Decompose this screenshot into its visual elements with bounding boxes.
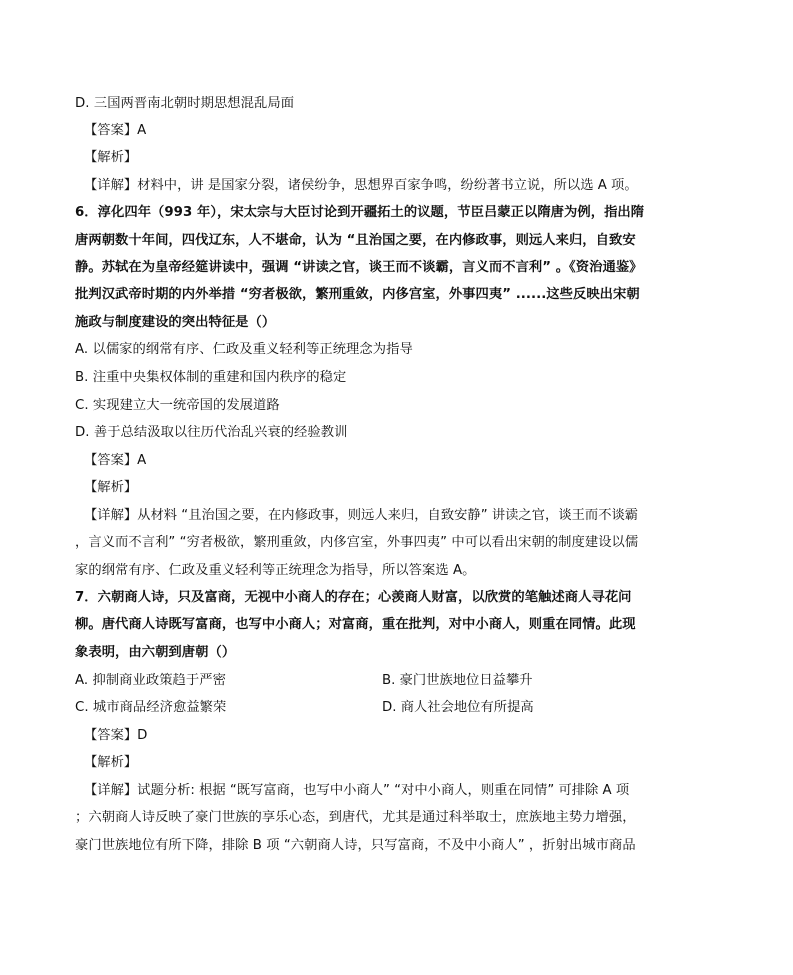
q6-stem-line-4: 批判汉武帝时期的内外举措 “穷者极欲，繁刑重敛，内侈宫室，外事四夷” ......这些反映出宋朝 bbox=[75, 287, 640, 302]
q5-answer: 【答案】A bbox=[84, 123, 147, 138]
q5-detail: 【详解】材料中，讲 是国家分裂，诸侯纷争，思想界百家争鸣，纷纷著书立说，所以选 A 项。 bbox=[84, 178, 638, 193]
q6-stem-line-3: 静。苏轼在为皇帝经筵讲读中，强调 “讲读之官，谈王而不谈霸，言义而不言利” 。《资治通鉴》 bbox=[75, 260, 643, 275]
q7-stem-line-3: 象表明，由六朝到唐朝（） bbox=[75, 645, 236, 660]
q7-analysis-label: 【解析】 bbox=[84, 755, 138, 770]
q5-analysis-label: 【解析】 bbox=[84, 150, 138, 165]
q7-option-d: D. 商人社会地位有所提高 bbox=[382, 700, 534, 715]
q6-option-d: D. 善于总结汲取以往历代治乱兴衰的经验教训 bbox=[75, 425, 348, 440]
q7-answer: 【答案】D bbox=[84, 728, 148, 743]
q6-analysis-label: 【解析】 bbox=[84, 480, 138, 495]
q5-option-d: D. 三国两晋南北朝时期思想混乱局面 bbox=[75, 96, 295, 111]
q6-detail-line-2: ，言义而不言利” “穷者极欲，繁刑重敛，内侈宫室，外事四夷” 中可以看出宋朝的制度建设以儒 bbox=[75, 535, 639, 550]
q6-detail-line-1: 【详解】从材料 “且治国之要，在内修政事，则远人来归，自致安静” 讲读之官，谈王而不谈霸 bbox=[84, 508, 639, 523]
q7-stem-line-2: 柳。唐代商人诗既写富商，也写中小商人；对富商，重在批判，对中小商人，则重在同情。此现 bbox=[75, 617, 636, 632]
q7-option-b: B. 豪门世族地位日益攀升 bbox=[382, 673, 533, 688]
q7-option-a: A. 抑制商业政策趋于严密 bbox=[75, 673, 226, 688]
q6-option-c: C. 实现建立大一统帝国的发展道路 bbox=[75, 398, 280, 413]
q6-answer: 【答案】A bbox=[84, 453, 147, 468]
q6-stem-line-1: 6．淳化四年（993 年），宋太宗与大臣讨论到开疆拓土的议题，节臣吕蒙正以隋唐为例，指出隋 bbox=[75, 205, 645, 220]
q6-detail-line-3: 家的纲常有序、仁政及重义轻利等正统理念为指导，所以答案选 A。 bbox=[75, 563, 476, 578]
q6-option-a: A. 以儒家的纲常有序、仁政及重义轻利等正统理念为指导 bbox=[75, 342, 413, 357]
q7-detail-line-1: 【详解】试题分析: 根据 “既写富商，也写中小商人” “对中小商人，则重在同情” 可排除 A 项 bbox=[84, 783, 630, 798]
q6-stem-line-2: 唐两朝数十年间，四伐辽东，人不堪命，认为 “且治国之要，在内修政事，则远人来归，自致安 bbox=[75, 233, 636, 248]
q7-option-c: C. 城市商品经济愈益繁荣 bbox=[75, 700, 227, 715]
q7-stem-line-1: 7．六朝商人诗，只及富商，无视中小商人的存在；心羡商人财富，以欣赏的笔触述商人寻花问 bbox=[75, 590, 632, 605]
q6-stem-line-5: 施政与制度建设的突出特征是（） bbox=[75, 315, 276, 330]
q7-detail-line-3: 豪门世族地位有所下降，排除 B 项 “六朝商人诗，只写富商，不及中小商人” ，折射出城市商品 bbox=[75, 838, 636, 853]
q6-option-b: B. 注重中央集权体制的重建和国内秩序的稳定 bbox=[75, 370, 347, 385]
q7-detail-line-2: ；六朝商人诗反映了豪门世族的享乐心态，到唐代，尤其是通过科举取士，庶族地主势力增强， bbox=[75, 810, 636, 825]
